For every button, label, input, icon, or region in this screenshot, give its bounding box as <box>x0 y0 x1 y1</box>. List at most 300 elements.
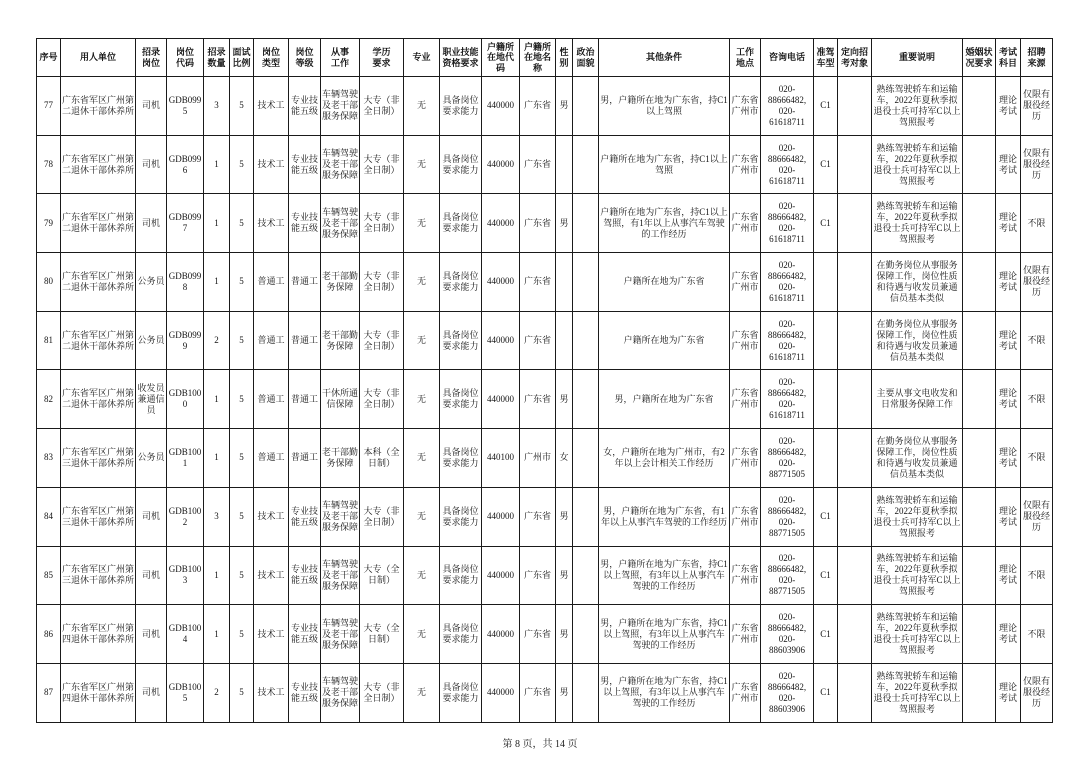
header-gender: 性 别 <box>556 39 573 77</box>
cell-employer: 广东省军区广州第四退休干部休养所 <box>61 663 136 722</box>
cell-post-type: 技术工 <box>254 135 289 194</box>
cell-duty: 车辆驾驶及老干部服务保障 <box>321 135 360 194</box>
cell-quota: 1 <box>204 605 230 664</box>
cell-post-code: GDB0995 <box>167 77 204 136</box>
cell-serial: 79 <box>37 194 61 253</box>
cell-hukou-name: 广东省 <box>520 77 556 136</box>
header-notes: 重要说明 <box>872 39 963 77</box>
cell-post-code: GDB1005 <box>167 663 204 722</box>
cell-qualification: 具备岗位要求能力 <box>440 663 482 722</box>
cell-gender: 男 <box>556 370 573 429</box>
cell-post: 公务员 <box>136 311 167 370</box>
cell-duty: 车辆驾驶及老干部服务保障 <box>321 546 360 605</box>
cell-serial: 86 <box>37 605 61 664</box>
cell-interview-ratio: 5 <box>230 429 254 488</box>
cell-post-level: 专业技能五级 <box>289 663 321 722</box>
cell-gender: 男 <box>556 663 573 722</box>
header-post: 招录 岗位 <box>136 39 167 77</box>
cell-exam: 理论考试 <box>996 77 1021 136</box>
header-political: 政治 面貌 <box>573 39 599 77</box>
table-row <box>37 487 1053 546</box>
cell-gender: 男 <box>556 546 573 605</box>
header-phone: 咨询电话 <box>761 39 814 77</box>
cell-duty: 车辆驾驶及老干部服务保障 <box>321 605 360 664</box>
cell-post-level: 专业技能五级 <box>289 77 321 136</box>
cell-source: 仅限有服役经历 <box>1021 663 1053 722</box>
cell-license-type: C1 <box>814 663 838 722</box>
cell-license-type: C1 <box>814 77 838 136</box>
cell-interview-ratio: 5 <box>230 194 254 253</box>
header-employer: 用人单位 <box>61 39 136 77</box>
cell-source: 不限 <box>1021 311 1053 370</box>
header-qualification: 职业技能 资格要求 <box>440 39 482 77</box>
header-post-type: 岗位 类型 <box>254 39 289 77</box>
cell-work-location: 广东省广州市 <box>730 370 761 429</box>
cell-serial: 77 <box>37 77 61 136</box>
cell-interview-ratio: 5 <box>230 77 254 136</box>
cell-license-type: C1 <box>814 605 838 664</box>
cell-major: 无 <box>404 135 440 194</box>
cell-notes: 在勤务岗位从事服务保障工作，岗位性质和待遇与收发员兼通信员基本类似 <box>872 311 963 370</box>
cell-license-type: C1 <box>814 135 838 194</box>
cell-hukou-code: 440000 <box>482 663 520 722</box>
header-major: 专业 <box>404 39 440 77</box>
cell-serial: 82 <box>37 370 61 429</box>
cell-phone: 020- 88666482, 020- 61618711 <box>761 311 814 370</box>
cell-gender: 男 <box>556 194 573 253</box>
cell-hukou-code: 440000 <box>482 546 520 605</box>
cell-employer: 广东省军区广州第三退休干部休养所 <box>61 487 136 546</box>
cell-major: 无 <box>404 429 440 488</box>
cell-marital <box>963 370 996 429</box>
cell-interview-ratio: 5 <box>230 370 254 429</box>
cell-work-location: 广东省广州市 <box>730 429 761 488</box>
cell-notes: 熟练驾驶轿车和运输车，2022年夏秋季拟退役士兵可持军C以上驾照报考 <box>872 135 963 194</box>
cell-gender: 女 <box>556 429 573 488</box>
header-license-type: 准驾 车型 <box>814 39 838 77</box>
cell-post: 司机 <box>136 135 167 194</box>
cell-duty: 车辆驾驶及老干部服务保障 <box>321 77 360 136</box>
cell-notes: 熟练驾驶轿车和运输车，2022年夏秋季拟退役士兵可持军C以上驾照报考 <box>872 487 963 546</box>
cell-hukou-name: 广东省 <box>520 487 556 546</box>
cell-post-level: 普通工 <box>289 253 321 312</box>
cell-employer: 广东省军区广州第二退休干部休养所 <box>61 77 136 136</box>
table-row <box>37 429 1053 488</box>
cell-quota: 3 <box>204 487 230 546</box>
cell-employer: 广东省军区广州第二退休干部休养所 <box>61 135 136 194</box>
cell-hukou-name: 广东省 <box>520 605 556 664</box>
cell-post-code: GDB0997 <box>167 194 204 253</box>
cell-education: 大专（非全日制） <box>360 370 404 429</box>
cell-education: 大专（非全日制） <box>360 663 404 722</box>
cell-quota: 1 <box>204 194 230 253</box>
cell-source: 不限 <box>1021 429 1053 488</box>
cell-target-group <box>838 429 872 488</box>
cell-major: 无 <box>404 487 440 546</box>
cell-marital <box>963 605 996 664</box>
cell-work-location: 广东省广州市 <box>730 546 761 605</box>
cell-hukou-name: 广州市 <box>520 429 556 488</box>
header-post-level: 岗位 等级 <box>289 39 321 77</box>
header-interview-ratio: 面试 比例 <box>230 39 254 77</box>
table-row <box>37 311 1053 370</box>
cell-qualification: 具备岗位要求能力 <box>440 370 482 429</box>
cell-post-type: 技术工 <box>254 487 289 546</box>
cell-qualification: 具备岗位要求能力 <box>440 253 482 312</box>
cell-employer: 广东省军区广州第二退休干部休养所 <box>61 311 136 370</box>
cell-major: 无 <box>404 370 440 429</box>
cell-serial: 87 <box>37 663 61 722</box>
cell-political <box>573 370 599 429</box>
cell-hukou-name: 广东省 <box>520 253 556 312</box>
cell-post: 司机 <box>136 546 167 605</box>
cell-serial: 78 <box>37 135 61 194</box>
cell-political <box>573 663 599 722</box>
cell-post-code: GDB1003 <box>167 546 204 605</box>
header-row <box>37 39 1053 77</box>
cell-exam: 理论考试 <box>996 663 1021 722</box>
cell-exam: 理论考试 <box>996 605 1021 664</box>
cell-post-type: 技术工 <box>254 546 289 605</box>
cell-quota: 1 <box>204 546 230 605</box>
table-row <box>37 546 1053 605</box>
cell-hukou-code: 440000 <box>482 194 520 253</box>
cell-work-location: 广东省广州市 <box>730 135 761 194</box>
cell-education: 本科（全日制） <box>360 429 404 488</box>
cell-employer: 广东省军区广州第四退休干部休养所 <box>61 605 136 664</box>
header-marital: 婚姻状 况要求 <box>963 39 996 77</box>
cell-other-conditions: 男，户籍所在地为广东省，持C1以上驾照，有3年以上从事汽车驾驶的工作经历 <box>599 663 730 722</box>
cell-post-type: 普通工 <box>254 429 289 488</box>
header-hukou-code: 户籍所 在地代 码 <box>482 39 520 77</box>
cell-post-level: 专业技能五级 <box>289 135 321 194</box>
cell-license-type <box>814 370 838 429</box>
cell-qualification: 具备岗位要求能力 <box>440 311 482 370</box>
cell-duty: 老干部勤务保障 <box>321 253 360 312</box>
header-hukou-name: 户籍所 在地名 称 <box>520 39 556 77</box>
cell-post-code: GDB1004 <box>167 605 204 664</box>
table-row <box>37 370 1053 429</box>
cell-post-level: 专业技能五级 <box>289 487 321 546</box>
cell-license-type: C1 <box>814 194 838 253</box>
cell-post: 司机 <box>136 605 167 664</box>
cell-qualification: 具备岗位要求能力 <box>440 135 482 194</box>
cell-target-group <box>838 370 872 429</box>
cell-work-location: 广东省广州市 <box>730 663 761 722</box>
cell-post-type: 普通工 <box>254 311 289 370</box>
cell-target-group <box>838 546 872 605</box>
cell-duty: 车辆驾驶及老干部服务保障 <box>321 194 360 253</box>
cell-target-group <box>838 663 872 722</box>
cell-target-group <box>838 77 872 136</box>
cell-other-conditions: 男，户籍所在地为广东省，持C1以上驾照，有3年以上从事汽车驾驶的工作经历 <box>599 546 730 605</box>
cell-phone: 020- 88666482, 020- 61618711 <box>761 135 814 194</box>
cell-education: 大专（全日制） <box>360 546 404 605</box>
cell-education: 大专（非全日制） <box>360 194 404 253</box>
cell-interview-ratio: 5 <box>230 135 254 194</box>
cell-exam: 理论考试 <box>996 311 1021 370</box>
cell-hukou-code: 440000 <box>482 253 520 312</box>
cell-major: 无 <box>404 546 440 605</box>
cell-qualification: 具备岗位要求能力 <box>440 77 482 136</box>
cell-source: 仅限有服役经历 <box>1021 77 1053 136</box>
cell-hukou-code: 440000 <box>482 487 520 546</box>
cell-post: 公务员 <box>136 253 167 312</box>
cell-quota: 1 <box>204 429 230 488</box>
cell-serial: 80 <box>37 253 61 312</box>
cell-duty: 干休所通信保障 <box>321 370 360 429</box>
cell-marital <box>963 77 996 136</box>
cell-serial: 81 <box>37 311 61 370</box>
cell-other-conditions: 户籍所在地为广东省，持C1以上驾照，有1年以上从事汽车驾驶的工作经历 <box>599 194 730 253</box>
cell-other-conditions: 户籍所在地为广东省 <box>599 311 730 370</box>
cell-post: 收发员兼通信员 <box>136 370 167 429</box>
cell-gender: 男 <box>556 487 573 546</box>
cell-post-code: GDB1001 <box>167 429 204 488</box>
cell-target-group <box>838 253 872 312</box>
cell-source: 不限 <box>1021 546 1053 605</box>
cell-license-type: C1 <box>814 487 838 546</box>
cell-other-conditions: 户籍所在地为广东省，持C1以上驾照 <box>599 135 730 194</box>
cell-target-group <box>838 311 872 370</box>
cell-serial: 84 <box>37 487 61 546</box>
cell-duty: 车辆驾驶及老干部服务保障 <box>321 487 360 546</box>
cell-license-type <box>814 429 838 488</box>
cell-exam: 理论考试 <box>996 135 1021 194</box>
cell-source: 不限 <box>1021 370 1053 429</box>
cell-hukou-code: 440000 <box>482 370 520 429</box>
cell-post-code: GDB0998 <box>167 253 204 312</box>
cell-political <box>573 311 599 370</box>
cell-hukou-name: 广东省 <box>520 546 556 605</box>
cell-other-conditions: 户籍所在地为广东省 <box>599 253 730 312</box>
cell-phone: 020- 88666482, 020- 61618711 <box>761 77 814 136</box>
cell-major: 无 <box>404 253 440 312</box>
cell-notes: 在勤务岗位从事服务保障工作，岗位性质和待遇与收发员兼通信员基本类似 <box>872 253 963 312</box>
cell-post-level: 普通工 <box>289 429 321 488</box>
cell-education: 大专（全日制） <box>360 605 404 664</box>
cell-notes: 熟练驾驶轿车和运输车，2022年夏秋季拟退役士兵可持军C以上驾照报考 <box>872 194 963 253</box>
header-exam: 考试 科目 <box>996 39 1021 77</box>
cell-gender <box>556 311 573 370</box>
cell-hukou-code: 440100 <box>482 429 520 488</box>
cell-work-location: 广东省广州市 <box>730 605 761 664</box>
cell-political <box>573 546 599 605</box>
cell-other-conditions: 女，户籍所在地为广州市，有2年以上会计相关工作经历 <box>599 429 730 488</box>
cell-source: 仅限有服役经历 <box>1021 487 1053 546</box>
cell-source: 不限 <box>1021 605 1053 664</box>
cell-gender <box>556 135 573 194</box>
cell-education: 大专（非全日制） <box>360 487 404 546</box>
cell-serial: 83 <box>37 429 61 488</box>
cell-exam: 理论考试 <box>996 429 1021 488</box>
header-target-group: 定向招 考对象 <box>838 39 872 77</box>
cell-work-location: 广东省广州市 <box>730 311 761 370</box>
cell-phone: 020- 88666482, 020- 61618711 <box>761 370 814 429</box>
cell-post: 公务员 <box>136 429 167 488</box>
cell-hukou-name: 广东省 <box>520 370 556 429</box>
cell-post-level: 普通工 <box>289 311 321 370</box>
cell-phone: 020- 88666482, 020- 61618711 <box>761 194 814 253</box>
cell-work-location: 广东省广州市 <box>730 77 761 136</box>
cell-serial: 85 <box>37 546 61 605</box>
cell-interview-ratio: 5 <box>230 663 254 722</box>
cell-marital <box>963 253 996 312</box>
cell-marital <box>963 546 996 605</box>
cell-post-type: 技术工 <box>254 605 289 664</box>
cell-duty: 老干部勤务保障 <box>321 429 360 488</box>
cell-interview-ratio: 5 <box>230 253 254 312</box>
cell-education: 大专（非全日制） <box>360 311 404 370</box>
cell-employer: 广东省军区广州第二退休干部休养所 <box>61 370 136 429</box>
header-other-conditions: 其他条件 <box>599 39 730 77</box>
table-row <box>37 663 1053 722</box>
cell-post-type: 普通工 <box>254 253 289 312</box>
cell-quota: 1 <box>204 253 230 312</box>
cell-quota: 3 <box>204 77 230 136</box>
cell-target-group <box>838 487 872 546</box>
header-source: 招聘 来源 <box>1021 39 1053 77</box>
cell-source: 仅限有服役经历 <box>1021 135 1053 194</box>
cell-hukou-code: 440000 <box>482 135 520 194</box>
cell-interview-ratio: 5 <box>230 487 254 546</box>
cell-education: 大专（非全日制） <box>360 135 404 194</box>
cell-post: 司机 <box>136 663 167 722</box>
cell-exam: 理论考试 <box>996 194 1021 253</box>
cell-major: 无 <box>404 77 440 136</box>
table-row <box>37 605 1053 664</box>
cell-target-group <box>838 194 872 253</box>
page-footer: 第 8 页，共 14 页 <box>502 739 578 750</box>
cell-post: 司机 <box>136 194 167 253</box>
cell-political <box>573 77 599 136</box>
cell-post-type: 技术工 <box>254 194 289 253</box>
cell-employer: 广东省军区广州第三退休干部休养所 <box>61 429 136 488</box>
cell-political <box>573 487 599 546</box>
cell-marital <box>963 311 996 370</box>
cell-post-code: GDB0999 <box>167 311 204 370</box>
cell-employer: 广东省军区广州第二退休干部休养所 <box>61 253 136 312</box>
cell-political <box>573 605 599 664</box>
cell-post-code: GDB1002 <box>167 487 204 546</box>
cell-post-code: GDB0996 <box>167 135 204 194</box>
cell-work-location: 广东省广州市 <box>730 194 761 253</box>
cell-post-level: 普通工 <box>289 370 321 429</box>
cell-education: 大专（非全日制） <box>360 77 404 136</box>
table-row <box>37 135 1053 194</box>
cell-marital <box>963 429 996 488</box>
cell-work-location: 广东省广州市 <box>730 487 761 546</box>
cell-post-type: 技术工 <box>254 663 289 722</box>
cell-phone: 020- 88666482, 020- 88771505 <box>761 429 814 488</box>
cell-qualification: 具备岗位要求能力 <box>440 487 482 546</box>
cell-exam: 理论考试 <box>996 487 1021 546</box>
cell-phone: 020- 88666482, 020- 88603906 <box>761 663 814 722</box>
cell-post-level: 专业技能五级 <box>289 605 321 664</box>
header-serial: 序号 <box>37 39 61 77</box>
recruitment-table <box>36 38 1053 723</box>
cell-target-group <box>838 135 872 194</box>
cell-gender <box>556 253 573 312</box>
cell-marital <box>963 135 996 194</box>
cell-political <box>573 429 599 488</box>
cell-gender: 男 <box>556 77 573 136</box>
cell-notes: 主要从事文电收发和日常服务保障工作 <box>872 370 963 429</box>
cell-major: 无 <box>404 605 440 664</box>
table-row <box>37 194 1053 253</box>
cell-major: 无 <box>404 663 440 722</box>
cell-hukou-code: 440000 <box>482 311 520 370</box>
header-duty: 从事 工作 <box>321 39 360 77</box>
cell-employer: 广东省军区广州第三退休干部休养所 <box>61 546 136 605</box>
cell-qualification: 具备岗位要求能力 <box>440 605 482 664</box>
cell-hukou-code: 440000 <box>482 77 520 136</box>
cell-quota: 1 <box>204 135 230 194</box>
cell-qualification: 具备岗位要求能力 <box>440 546 482 605</box>
cell-major: 无 <box>404 194 440 253</box>
cell-other-conditions: 男，户籍所在地为广东省，有1年以上从事汽车驾驶的工作经历 <box>599 487 730 546</box>
cell-post-code: GDB1000 <box>167 370 204 429</box>
cell-exam: 理论考试 <box>996 253 1021 312</box>
cell-interview-ratio: 5 <box>230 546 254 605</box>
cell-political <box>573 253 599 312</box>
cell-qualification: 具备岗位要求能力 <box>440 194 482 253</box>
cell-marital <box>963 194 996 253</box>
cell-duty: 车辆驾驶及老干部服务保障 <box>321 663 360 722</box>
cell-interview-ratio: 5 <box>230 311 254 370</box>
cell-education: 大专（非全日制） <box>360 253 404 312</box>
cell-other-conditions: 男，户籍所在地为广东省，持C1以上驾照 <box>599 77 730 136</box>
cell-other-conditions: 男，户籍所在地为广东省，持C1以上驾照，有3年以上从事汽车驾驶的工作经历 <box>599 605 730 664</box>
cell-quota: 2 <box>204 663 230 722</box>
cell-hukou-name: 广东省 <box>520 311 556 370</box>
cell-hukou-name: 广东省 <box>520 194 556 253</box>
table-row <box>37 77 1053 136</box>
cell-notes: 熟练驾驶轿车和运输车，2022年夏秋季拟退役士兵可持军C以上驾照报考 <box>872 605 963 664</box>
cell-quota: 2 <box>204 311 230 370</box>
cell-political <box>573 194 599 253</box>
cell-post: 司机 <box>136 77 167 136</box>
cell-hukou-code: 440000 <box>482 605 520 664</box>
cell-target-group <box>838 605 872 664</box>
cell-qualification: 具备岗位要求能力 <box>440 429 482 488</box>
cell-marital <box>963 663 996 722</box>
cell-license-type <box>814 311 838 370</box>
cell-post-type: 技术工 <box>254 77 289 136</box>
cell-employer: 广东省军区广州第二退休干部休养所 <box>61 194 136 253</box>
cell-exam: 理论考试 <box>996 370 1021 429</box>
cell-phone: 020- 88666482, 020- 88771505 <box>761 546 814 605</box>
cell-source: 不限 <box>1021 194 1053 253</box>
header-post-code: 岗位 代码 <box>167 39 204 77</box>
cell-political <box>573 135 599 194</box>
header-work-location: 工作 地点 <box>730 39 761 77</box>
cell-post-level: 专业技能五级 <box>289 546 321 605</box>
cell-other-conditions: 男，户籍所在地为广东省 <box>599 370 730 429</box>
cell-phone: 020- 88666482, 020- 88771505 <box>761 487 814 546</box>
header-education: 学历 要求 <box>360 39 404 77</box>
cell-license-type <box>814 253 838 312</box>
cell-license-type: C1 <box>814 546 838 605</box>
cell-gender: 男 <box>556 605 573 664</box>
cell-notes: 熟练驾驶轿车和运输车，2022年夏秋季拟退役士兵可持军C以上驾照报考 <box>872 546 963 605</box>
cell-notes: 在勤务岗位从事服务保障工作，岗位性质和待遇与收发员兼通信员基本类似 <box>872 429 963 488</box>
cell-post: 司机 <box>136 487 167 546</box>
cell-hukou-name: 广东省 <box>520 135 556 194</box>
cell-major: 无 <box>404 311 440 370</box>
cell-post-level: 专业技能五级 <box>289 194 321 253</box>
cell-phone: 020- 88666482, 020- 61618711 <box>761 253 814 312</box>
